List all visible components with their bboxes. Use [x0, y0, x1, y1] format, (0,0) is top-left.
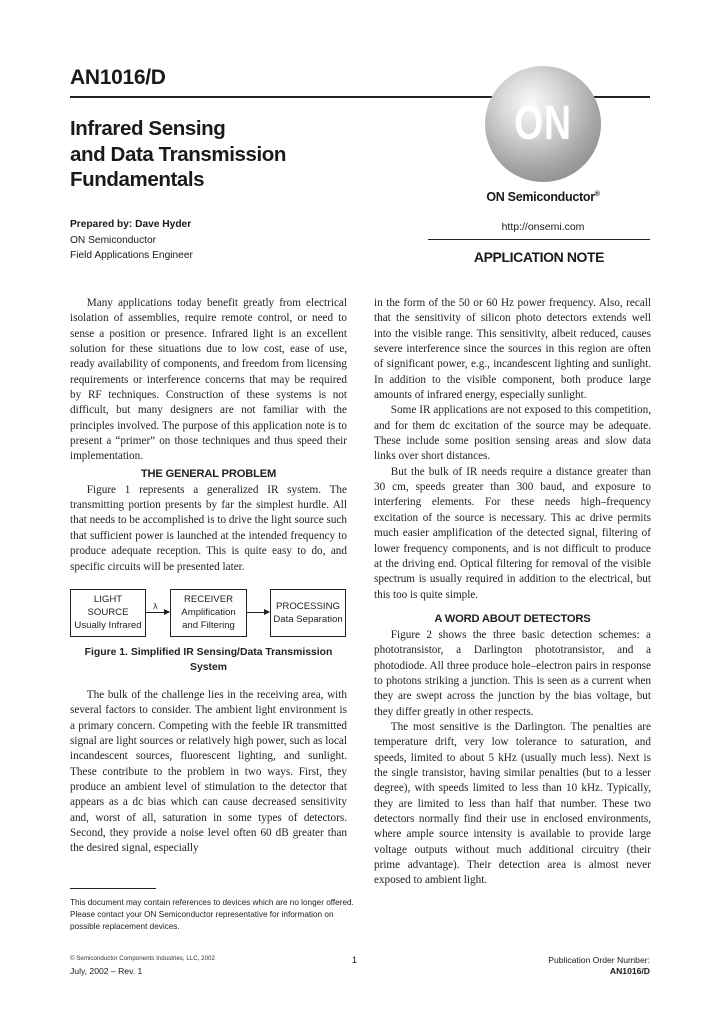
document-id: AN1016/D — [70, 66, 166, 89]
footnote-rule — [70, 888, 156, 889]
processing-box — [270, 589, 346, 637]
author-company: ON Semiconductor — [70, 234, 157, 246]
footer-date: July, 2002 – Rev. 1 — [70, 966, 143, 976]
paragraph: Many applications today benefit greatly from electrical isolation of assemblies, require remote control, or need to sense a position or presence. Infrared light is an excellent solution for these situations due to low cost, ease of use, ready availability of components, and freedom from licensing requirements or interference concerns that may be required by RF techniques. Construction of these systems is not difficult, but many designers are not familiar with the principles involved. The purpose of this application note is to present a “primer” on those techniques and thus speed their implementation. — [70, 297, 347, 463]
author-role: Field Applications Engineer — [70, 250, 193, 261]
paragraph: The most sensitive is the Darlington. The penalties are temperature drift, very low tolerance to saturation, and speeds, limited to about 5 kHz (usually much less). Next is the single transistor, having similar penalties (but to a lesser degree), with speeds limited to less than 10 kHz. Typically, they are limited to less than half that number. These two detectors normally find their use in enclosed environments, where ample source intensity is available to provide large voltage outputs without much additional circuitry (their prime advantage). Their detection area is almost never exposed to ambient light. — [374, 720, 651, 887]
box-label: Amplification — [181, 607, 236, 619]
box-label: PROCESSING — [276, 600, 340, 612]
box-label: LIGHT — [93, 594, 123, 606]
arrow-right-icon — [247, 612, 269, 613]
caption-line: Figure 1. Simplified IR Sensing/Data Transmission — [84, 646, 333, 658]
section-heading-general-problem: THE GENERAL PROBLEM — [140, 467, 277, 480]
publication-order-label: Publication Order Number: — [548, 955, 650, 965]
lambda-symbol: λ — [153, 601, 158, 611]
prepared-by: Prepared by: Dave Hyder — [70, 219, 192, 230]
paragraph: Some IR applications are not exposed to this competition, and for them dc excitation of the source may be adequate. These include some position sensing areas and slow data links over short distances. — [374, 404, 651, 463]
figure-1-diagram — [70, 589, 347, 637]
figure-1-caption — [70, 645, 347, 675]
document-title — [70, 116, 390, 193]
left-column — [70, 296, 347, 857]
section-heading-detectors: A WORD ABOUT DETECTORS — [434, 612, 591, 625]
brand-url[interactable]: http://onsemi.com — [501, 221, 585, 233]
right-column — [374, 296, 651, 889]
page-number: 1 — [352, 955, 358, 965]
box-label: RECEIVER — [183, 594, 234, 606]
paragraph: The bulk of the challenge lies in the receiving area, with several factors to consider. The ambient light environment is a primary concern. Competing with the feeble IR transmitted signal are light sources or relatively high power, such as local incandescent sources, fluorescent lighting, and sunlight. These contribute to the problem in two ways. First, they produce an ambient level of stimulation to the detector that appears as a dc bias which can cause decreased sensitivity and, worst of all, saturation in some types of detectors. Second, they provide a noise level often 60 dB greater than the desired signal, especially — [70, 688, 347, 855]
author-block — [70, 217, 193, 264]
receiver-box — [170, 589, 247, 637]
footnote: This document may contain references to devices which are no longer offered. Please contact your ON Semiconductor representative for information on possible replacement devices. — [70, 898, 354, 931]
paragraph: Figure 2 shows the three basic detection schemes: a phototransistor, a Darlington phototransistor, and a photodiode. All three produce hole–electron pairs in response to photons striking a junction. This is seen as a current when they are swept across the junction by the bias voltage, but they differ greatly in other respects. — [374, 628, 651, 718]
registered-mark: ® — [594, 190, 600, 198]
paragraph: Figure 1 represents a generalized IR system. The transmitting portion presents by far the simplest hurdle. All that needs to be accomplished is to drive the light source such that sufficient power is launched at the intended frequency to produce adequate reception. This is quite easy to do, and specific circuits will be presented later. — [70, 483, 347, 573]
box-label: and Filtering — [182, 620, 235, 632]
logo-text: ON — [514, 97, 572, 150]
title-line-1: Infrared Sensing — [70, 117, 226, 140]
publication-order-number: AN1016/D — [609, 966, 650, 976]
caption-line: System — [190, 661, 227, 673]
paragraph: in the form of the 50 or 60 Hz power frequency. Also, recall that the sensitivity of silicon photo detectors extends well into the visible range. This sensitivity, albeit reduced, causes severe interference since the sources in this region are often of significant power, e.g., incandescent lighting and sunlight. In addition to the visible component, both produce large amounts of infrared energy, especially sunlight. — [374, 297, 651, 402]
on-semiconductor-logo-icon — [485, 66, 601, 182]
footer-copyright: © Semiconductor Components Industries, LLC, 2002 — [70, 955, 215, 962]
box-label: Usually Infrared — [74, 620, 142, 632]
brand-name-text: ON Semiconductor — [486, 190, 595, 204]
brand-rule — [428, 239, 650, 240]
box-label: SOURCE — [87, 607, 129, 619]
application-note-label: APPLICATION NOTE — [473, 249, 605, 265]
title-line-3: Fundamentals — [70, 168, 205, 191]
brand-name — [468, 190, 618, 204]
title-line-2: and Data Transmission — [70, 142, 287, 166]
light-source-box — [70, 589, 146, 637]
publication-order — [450, 955, 650, 977]
box-label: Data Separation — [273, 613, 343, 625]
paragraph: But the bulk of IR needs require a distance greater than 30 cm, speeds greater than 300 baud, and exposure to interfering elements. For these needs high–frequency excitation of the source is necessary. This ac drive permits much easier amplification of the detected signal, filtering of lower frequency components, and is not difficult to produce at the driving end. Optical filtering for removal of the visible spectrum is usually required in addition to the electrical, but this too is quite simple. — [374, 465, 651, 601]
